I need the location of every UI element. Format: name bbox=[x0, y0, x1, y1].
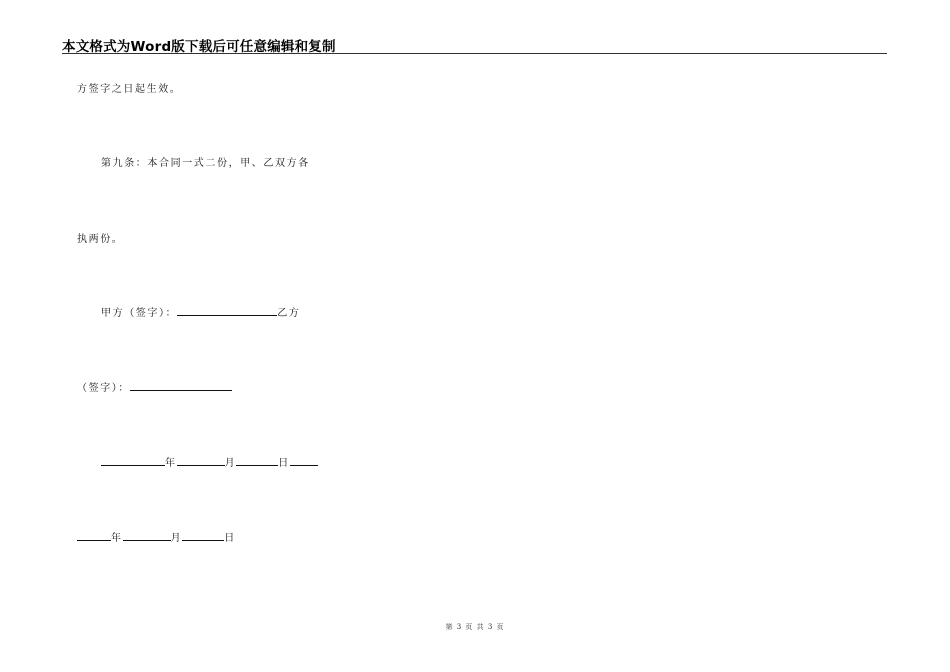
date-day-blank bbox=[182, 529, 224, 541]
party-a-date-line bbox=[101, 454, 318, 469]
party-a-label: 甲方（签字）： bbox=[101, 308, 178, 319]
party-a-signature-line bbox=[101, 304, 300, 319]
date-month-label: 月 bbox=[224, 458, 237, 469]
date-day-blank bbox=[236, 454, 278, 466]
party-b-date-line bbox=[77, 529, 236, 544]
party-a-signature-blank bbox=[177, 304, 277, 316]
party-b-signature-label: （签字）： bbox=[77, 383, 130, 394]
date-month-label: 月 bbox=[170, 533, 183, 544]
text-line-effective: 方签字之日起生效。 bbox=[77, 84, 182, 95]
party-b-label: 乙方 bbox=[277, 308, 301, 319]
document-header-title: 本文格式为Word版下载后可任意编辑和复制 bbox=[62, 39, 336, 55]
date-month-blank bbox=[123, 529, 171, 541]
date-day-label: 日 bbox=[224, 533, 236, 544]
date-year-label: 年 bbox=[111, 533, 123, 544]
date-month-blank bbox=[177, 454, 225, 466]
party-b-signature-blank bbox=[130, 379, 232, 391]
date-trailing-blank bbox=[290, 454, 318, 466]
date-year-label: 年 bbox=[165, 458, 177, 469]
header-divider bbox=[62, 53, 887, 54]
party-b-signature-line bbox=[77, 379, 232, 394]
date-day-label: 日 bbox=[278, 458, 290, 469]
page-footer: 第 3 页 共 3 页 bbox=[445, 623, 505, 631]
text-line-each-party: 执两份。 bbox=[77, 234, 124, 245]
date-year-blank bbox=[101, 454, 165, 466]
date-year-blank bbox=[77, 529, 111, 541]
text-line-article-nine: 第九条：本合同一式二份，甲、乙双方各 bbox=[101, 158, 310, 169]
